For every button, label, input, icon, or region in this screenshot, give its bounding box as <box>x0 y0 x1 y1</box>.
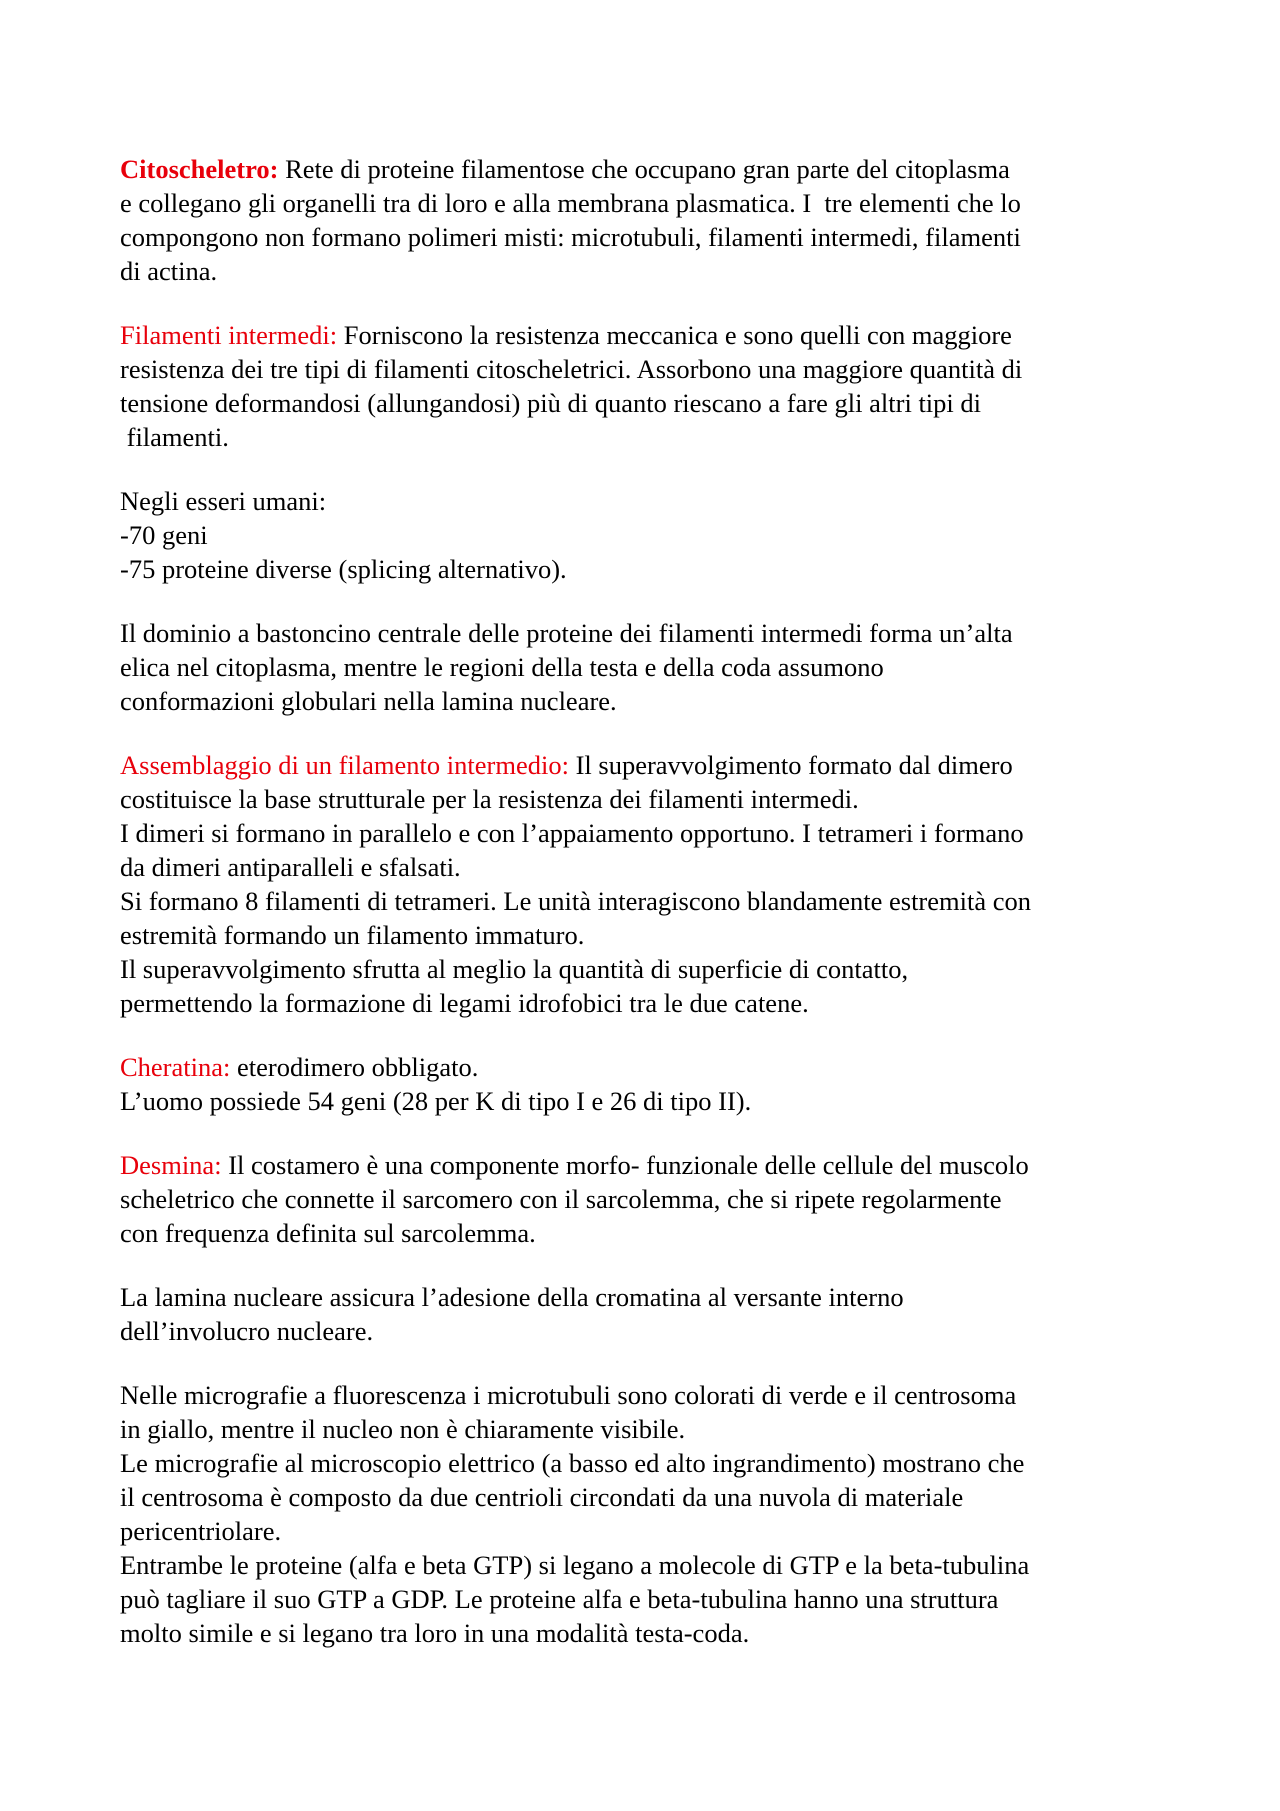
text-line: permettendo la formazione di legami idrofobici tra le due catene. <box>120 988 809 1018</box>
text-line: molto simile e si legano tra loro in una modalità testa-coda. <box>120 1618 750 1648</box>
text-line: il centrosoma è composto da due centrioli circondati da una nuvola di materiale <box>120 1482 964 1512</box>
text-line: L’uomo possiede 54 geni (28 per K di tipo I e 26 di tipo II). <box>120 1086 752 1116</box>
section-heading: Filamenti intermedi: <box>120 320 338 350</box>
text-line: -75 proteine diverse (splicing alternativo). <box>120 554 567 584</box>
text-line: I dimeri si formano in parallelo e con l’appaiamento opportuno. I tetrameri i formano <box>120 818 1024 848</box>
text-line: può tagliare il suo GTP a GDP. Le proteine alfa e beta-tubulina hanno una struttura <box>120 1584 999 1614</box>
text-line: dell’involucro nucleare. <box>120 1316 374 1346</box>
text-line: resistenza dei tre tipi di filamenti citoscheletrici. Assorbono una maggiore quantità di <box>120 354 1023 384</box>
text-span: eterodimero obbligato. <box>230 1052 479 1082</box>
section-heading: Assemblaggio di un filamento intermedio: <box>120 750 569 780</box>
text-line: compongono non formano polimeri misti: microtubuli, filamenti intermedi, filamenti <box>120 222 1021 252</box>
section-heading: Cheratina: <box>120 1052 231 1082</box>
text-line: con frequenza definita sul sarcolemma. <box>120 1218 536 1248</box>
paragraph-filamenti-intermedi <box>120 318 1180 454</box>
text-line: tensione deformandosi (allungandosi) più di quanto riescano a fare gli altri tipi di <box>120 388 982 418</box>
text-line <box>120 748 1180 782</box>
section-heading: Desmina: <box>120 1150 222 1180</box>
text-line: -70 geni <box>120 520 208 550</box>
paragraph-dominio-bastoncino <box>120 616 1180 718</box>
text-line: Negli esseri umani: <box>120 486 327 516</box>
paragraph-esseri-umani <box>120 484 1180 586</box>
text-span: Il superavvolgimento formato dal dimero <box>568 750 1013 780</box>
text-line: Si formano 8 filamenti di tetrameri. Le unità interagiscono blandamente estremità con <box>120 886 1032 916</box>
paragraph-assemblaggio <box>120 748 1180 1020</box>
paragraph-lamina-nucleare <box>120 1280 1180 1348</box>
paragraph-micrografie <box>120 1378 1180 1650</box>
text-line <box>120 1148 1180 1182</box>
text-line: conformazioni globulari nella lamina nucleare. <box>120 686 617 716</box>
document-body <box>120 152 1180 1680</box>
text-line: filamenti. <box>120 422 229 452</box>
text-line: elica nel citoplasma, mentre le regioni della testa e della coda assumono <box>120 652 884 682</box>
text-line: in giallo, mentre il nucleo non è chiaramente visibile. <box>120 1414 686 1444</box>
text-span: Rete di proteine filamentose che occupano gran parte del citoplasma <box>278 154 1010 184</box>
text-line: costituisce la base strutturale per la resistenza dei filamenti intermedi. <box>120 784 859 814</box>
text-line: estremità formando un filamento immaturo. <box>120 920 585 950</box>
text-line: e collegano gli organelli tra di loro e alla membrana plasmatica. I tre elementi che lo <box>120 188 1021 218</box>
text-line: Nelle micrografie a fluorescenza i microtubuli sono colorati di verde e il centrosoma <box>120 1380 1017 1410</box>
paragraph-citoscheletro <box>120 152 1180 288</box>
section-heading: Citoscheletro: <box>120 154 279 184</box>
text-line <box>120 318 1180 352</box>
text-line: scheletrico che connette il sarcomero con il sarcolemma, che si ripete regolarmente <box>120 1184 1002 1214</box>
text-span: Il costamero è una componente morfo- funzionale delle cellule del muscolo <box>221 1150 1029 1180</box>
text-line: di actina. <box>120 256 218 286</box>
text-line: Entrambe le proteine (alfa e beta GTP) si legano a molecole di GTP e la beta-tubulina <box>120 1550 1030 1580</box>
text-line: pericentriolare. <box>120 1516 282 1546</box>
text-line <box>120 1050 1180 1084</box>
text-line: Il dominio a bastoncino centrale delle proteine dei filamenti intermedi forma un’alta <box>120 618 1013 648</box>
text-line: Il superavvolgimento sfrutta al meglio la quantità di superficie di contatto, <box>120 954 909 984</box>
text-line: La lamina nucleare assicura l’adesione della cromatina al versante interno <box>120 1282 904 1312</box>
paragraph-desmina <box>120 1148 1180 1250</box>
text-line: Le micrografie al microscopio elettrico (a basso ed alto ingrandimento) mostrano che <box>120 1448 1025 1478</box>
text-span: Forniscono la resistenza meccanica e sono quelli con maggiore <box>337 320 1012 350</box>
paragraph-cheratina <box>120 1050 1180 1118</box>
text-line <box>120 152 1180 186</box>
text-line: da dimeri antiparalleli e sfalsati. <box>120 852 461 882</box>
